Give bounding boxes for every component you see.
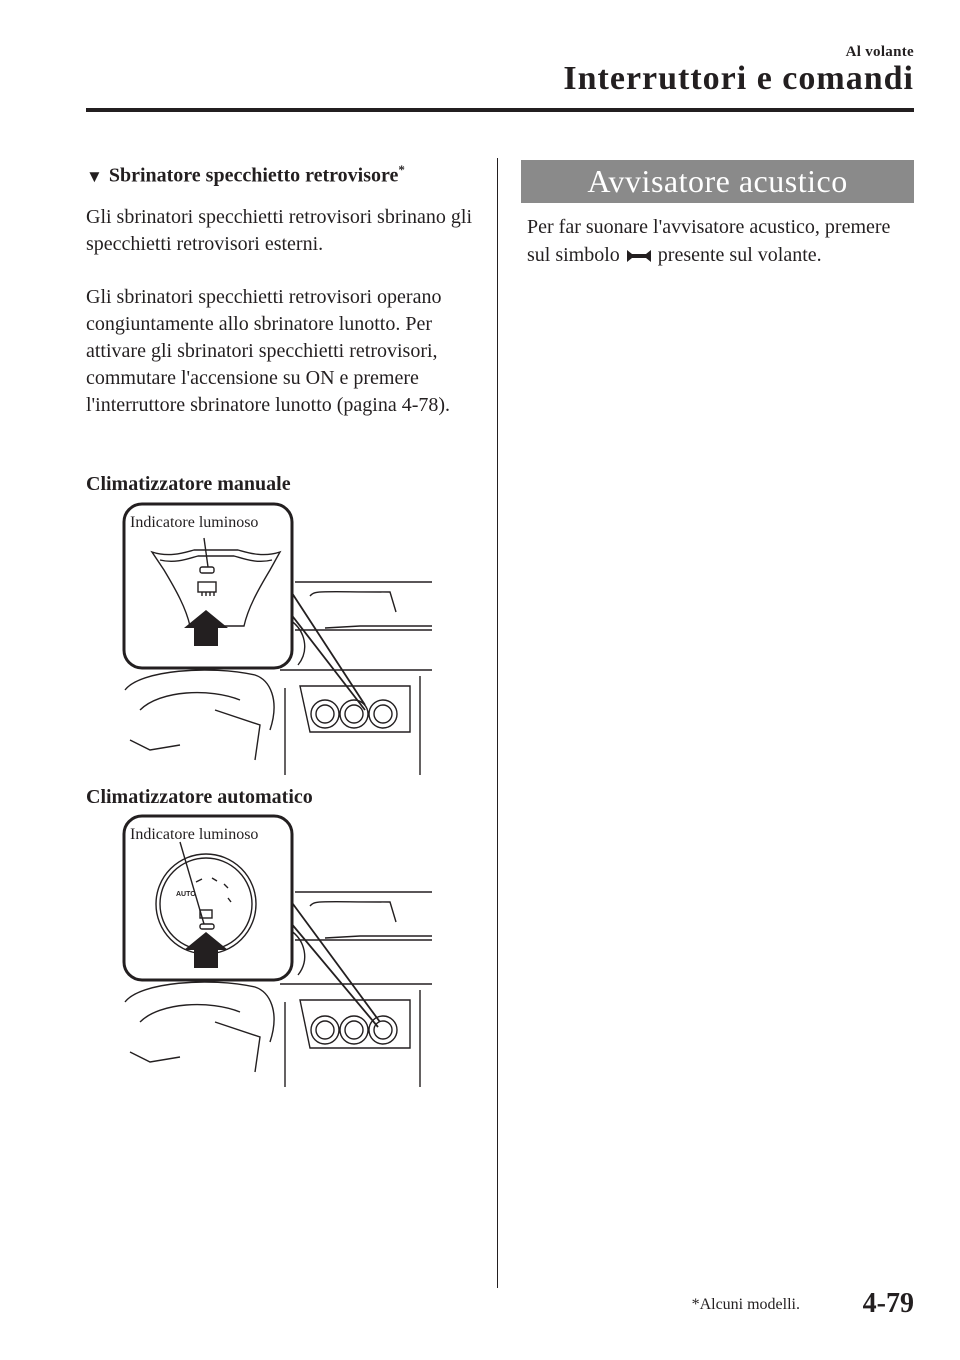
auto-indicator-text: AUTO (176, 891, 196, 898)
column-divider (497, 158, 498, 1288)
asterisk-mark: * (398, 162, 405, 177)
section-heading-text: Sbrinatore specchietto retrovisore (108, 164, 399, 187)
dashboard-illustration-manual (120, 500, 440, 780)
triangle-bullet-icon: ▼ (86, 166, 103, 186)
paragraph-1: Gli sbrinatori specchietti retrovisori sbrinano gli specchietti retrovisori esterni. (86, 206, 473, 255)
horn-paragraph (527, 213, 907, 269)
footnote: *Alcuni modelli. (691, 1296, 800, 1313)
dashboard-illustration-auto (120, 812, 440, 1092)
horn-icon (625, 249, 653, 263)
header-rule (86, 108, 914, 112)
horn-text-after: presente sul volante. (657, 244, 822, 266)
figure-manual-climate (120, 500, 440, 780)
section-banner: Avvisatore acustico (521, 160, 914, 203)
header-section-label: Al volante (845, 44, 914, 60)
section-heading (86, 162, 405, 188)
horn-text-before: Per far suonare l'avvisatore acustico, premere sul simbolo (527, 216, 891, 266)
fig1-callout-label: Indicatore luminoso (130, 514, 259, 531)
auto-climate-label: Climatizzatore automatico (86, 786, 313, 808)
fig2-callout-label: Indicatore luminoso (130, 826, 259, 843)
paragraph-2: Gli sbrinatori specchietti retrovisori operano congiuntamente allo sbrinatore lunotto. Per attivare gli sbrinatori specchietti retrovisori, commutare l'accensione su ON e premere l'interruttore sbrinatore lunotto (pagina 4-78). (86, 286, 451, 416)
figure-auto-climate (120, 812, 440, 1092)
manual-climate-label: Climatizzatore manuale (86, 473, 291, 495)
page-title: Interruttori e comandi (563, 60, 914, 97)
page-number: 4-79 (862, 1288, 914, 1319)
